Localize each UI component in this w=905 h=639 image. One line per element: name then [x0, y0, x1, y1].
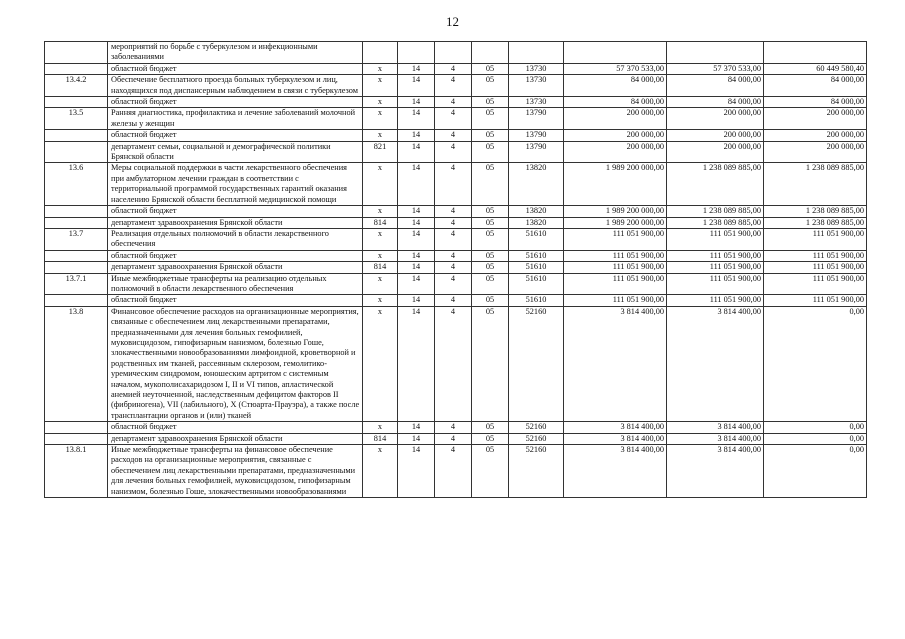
row-program: 14 [398, 97, 435, 108]
row-amount-year1: 3 814 400,00 [564, 445, 667, 498]
row-program: 14 [398, 433, 435, 444]
row-name: Обеспечение бесплатного проезда больных туберкулезом и лиц, находящихся под диспансерным наблюдением в связи с туберкулезом [108, 75, 363, 97]
row-amount-year3: 200 000,00 [764, 130, 867, 141]
row-amount-year3: 111 051 900,00 [764, 250, 867, 261]
row-amount-year1: 200 000,00 [564, 108, 667, 130]
row-amount-year1: 84 000,00 [564, 97, 667, 108]
row-chapter [363, 42, 398, 64]
row-amount-year3: 1 238 089 885,00 [764, 163, 867, 206]
row-name: Финансовое обеспечение расходов на организационные мероприятия, связанные с обеспечением лиц лекарственными препаратами, предназначенными для лечения больных гемофилией, муковисцидозом, гипофизарным нанизмом, болезнью Гоше, злокачественными новообразованиями лимфоидной, кроветворной и родственных им тканей, рассеянным склерозом, гемолитико-уремическим синдромом, юношеским артритом с системным началом, мукополисахаридозом I, II и VI типов, апластической анемией неуточненной, наследственным дефицитом факторов II (фибриногена), VII (лабильного), X (Стюарта-Прауэра), а также после трансплантации органов и (или) тканей [108, 306, 363, 421]
table-row [45, 228, 867, 250]
row-code [45, 206, 108, 217]
table-row [45, 108, 867, 130]
row-amount-year3: 84 000,00 [764, 75, 867, 97]
row-program: 14 [398, 130, 435, 141]
row-amount-year3: 111 051 900,00 [764, 262, 867, 273]
row-amount-year3: 200 000,00 [764, 141, 867, 163]
row-subprogram: 4 [435, 262, 472, 273]
row-amount-year1: 3 814 400,00 [564, 306, 667, 421]
row-amount-year2: 1 238 089 885,00 [667, 206, 764, 217]
row-direction: 13820 [509, 206, 564, 217]
row-direction: 51610 [509, 250, 564, 261]
row-direction: 13820 [509, 163, 564, 206]
row-chapter: x [363, 97, 398, 108]
row-chapter: x [363, 108, 398, 130]
table-row [45, 206, 867, 217]
row-subprogram: 4 [435, 108, 472, 130]
row-direction: 52160 [509, 306, 564, 421]
row-direction: 52160 [509, 433, 564, 444]
row-code [45, 295, 108, 306]
row-name: Иные межбюджетные трансферты на реализацию отдельных полномочий в области лекарственного обеспечения [108, 273, 363, 295]
row-program: 14 [398, 75, 435, 97]
row-direction: 51610 [509, 295, 564, 306]
row-code [45, 217, 108, 228]
row-amount-year1: 3 814 400,00 [564, 433, 667, 444]
row-subprogram: 4 [435, 130, 472, 141]
row-chapter: x [363, 445, 398, 498]
row-name: областной бюджет [108, 97, 363, 108]
row-amount-year2: 3 814 400,00 [667, 422, 764, 433]
row-program: 14 [398, 108, 435, 130]
row-name: департамент здравоохранения Брянской области [108, 217, 363, 228]
row-code: 13.7 [45, 228, 108, 250]
row-section: 05 [472, 262, 509, 273]
table-row [45, 141, 867, 163]
row-amount-year3 [764, 42, 867, 64]
row-chapter: 821 [363, 141, 398, 163]
row-subprogram: 4 [435, 445, 472, 498]
table-row [45, 75, 867, 97]
row-section [472, 42, 509, 64]
row-program: 14 [398, 63, 435, 74]
row-amount-year3: 1 238 089 885,00 [764, 206, 867, 217]
row-amount-year2: 111 051 900,00 [667, 250, 764, 261]
row-amount-year2: 200 000,00 [667, 141, 764, 163]
row-program: 14 [398, 273, 435, 295]
row-name: Меры социальной поддержки в части лекарственного обеспечения при амбулаторном лечении граждан в соответствии с территориальной программой государственных гарантий оказания населению Брянской области бесплатной медицинской помощи [108, 163, 363, 206]
row-code [45, 141, 108, 163]
row-code [45, 42, 108, 64]
row-amount-year1: 111 051 900,00 [564, 250, 667, 261]
row-section: 05 [472, 63, 509, 74]
row-subprogram: 4 [435, 217, 472, 228]
row-amount-year2: 111 051 900,00 [667, 228, 764, 250]
row-amount-year3: 0,00 [764, 433, 867, 444]
row-section: 05 [472, 295, 509, 306]
row-direction: 13820 [509, 217, 564, 228]
row-amount-year1: 200 000,00 [564, 130, 667, 141]
row-section: 05 [472, 206, 509, 217]
row-section: 05 [472, 422, 509, 433]
row-amount-year3: 200 000,00 [764, 108, 867, 130]
row-section: 05 [472, 273, 509, 295]
row-code: 13.8 [45, 306, 108, 421]
row-chapter: x [363, 273, 398, 295]
row-name: Иные межбюджетные трансферты на финансовое обеспечение расходов на организационные мероприятия, связанные с обеспечением лиц лекарственными препаратами, предназначенными для лечения больных гемофилией, муковисцидозом, гипофизарным нанизмом, болезнью Гоше, злокачественными новообразованиями [108, 445, 363, 498]
row-subprogram: 4 [435, 75, 472, 97]
row-direction: 13730 [509, 97, 564, 108]
row-amount-year1: 84 000,00 [564, 75, 667, 97]
row-program: 14 [398, 445, 435, 498]
row-program: 14 [398, 206, 435, 217]
row-program: 14 [398, 295, 435, 306]
row-chapter: 814 [363, 262, 398, 273]
row-amount-year1: 111 051 900,00 [564, 295, 667, 306]
row-code [45, 130, 108, 141]
row-section: 05 [472, 306, 509, 421]
row-amount-year2: 111 051 900,00 [667, 273, 764, 295]
row-amount-year1: 57 370 533,00 [564, 63, 667, 74]
table-row [45, 273, 867, 295]
row-chapter: x [363, 75, 398, 97]
row-name: департамент здравоохранения Брянской области [108, 262, 363, 273]
row-subprogram: 4 [435, 163, 472, 206]
row-amount-year2: 1 238 089 885,00 [667, 217, 764, 228]
table-row [45, 295, 867, 306]
row-name: Реализация отдельных полномочий в области лекарственного обеспечения [108, 228, 363, 250]
row-name: областной бюджет [108, 206, 363, 217]
row-section: 05 [472, 108, 509, 130]
row-amount-year3: 60 449 580,40 [764, 63, 867, 74]
row-chapter: x [363, 163, 398, 206]
row-amount-year2: 200 000,00 [667, 108, 764, 130]
row-amount-year1: 111 051 900,00 [564, 228, 667, 250]
row-code [45, 250, 108, 261]
row-amount-year2: 1 238 089 885,00 [667, 163, 764, 206]
row-amount-year2: 84 000,00 [667, 75, 764, 97]
row-chapter: x [363, 130, 398, 141]
row-name: областной бюджет [108, 250, 363, 261]
row-section: 05 [472, 130, 509, 141]
table-row [45, 306, 867, 421]
row-subprogram: 4 [435, 422, 472, 433]
row-program: 14 [398, 141, 435, 163]
row-subprogram: 4 [435, 250, 472, 261]
row-name: областной бюджет [108, 63, 363, 74]
table-row [45, 262, 867, 273]
row-code [45, 262, 108, 273]
row-direction: 51610 [509, 273, 564, 295]
row-section: 05 [472, 217, 509, 228]
row-name: областной бюджет [108, 130, 363, 141]
row-amount-year3: 1 238 089 885,00 [764, 217, 867, 228]
row-program: 14 [398, 228, 435, 250]
row-section: 05 [472, 75, 509, 97]
row-code [45, 63, 108, 74]
row-name: департамент здравоохранения Брянской области [108, 433, 363, 444]
row-code: 13.4.2 [45, 75, 108, 97]
row-name: департамент семьи, социальной и демографической политики Брянской области [108, 141, 363, 163]
row-amount-year3: 0,00 [764, 422, 867, 433]
row-code: 13.7.1 [45, 273, 108, 295]
row-amount-year2: 111 051 900,00 [667, 295, 764, 306]
row-code: 13.8.1 [45, 445, 108, 498]
row-program: 14 [398, 422, 435, 433]
row-amount-year2: 3 814 400,00 [667, 445, 764, 498]
row-amount-year1: 111 051 900,00 [564, 262, 667, 273]
table-row [45, 130, 867, 141]
row-direction: 13730 [509, 75, 564, 97]
row-direction: 51610 [509, 228, 564, 250]
budget-table [44, 41, 867, 498]
row-code [45, 97, 108, 108]
row-name: Ранняя диагностика, профилактика и лечение заболеваний молочной железы у женщин [108, 108, 363, 130]
row-amount-year3: 111 051 900,00 [764, 295, 867, 306]
row-amount-year3: 84 000,00 [764, 97, 867, 108]
row-program: 14 [398, 163, 435, 206]
row-subprogram: 4 [435, 206, 472, 217]
row-section: 05 [472, 163, 509, 206]
row-chapter: x [363, 63, 398, 74]
row-chapter: x [363, 422, 398, 433]
row-chapter: x [363, 306, 398, 421]
row-direction: 51610 [509, 262, 564, 273]
row-amount-year1: 3 814 400,00 [564, 422, 667, 433]
row-name: мероприятий по борьбе с туберкулезом и инфекционными заболеваниями [108, 42, 363, 64]
table-row [45, 250, 867, 261]
table-row [45, 422, 867, 433]
row-subprogram: 4 [435, 433, 472, 444]
row-amount-year1: 1 989 200 000,00 [564, 217, 667, 228]
row-amount-year1: 1 989 200 000,00 [564, 163, 667, 206]
row-code [45, 422, 108, 433]
row-code [45, 433, 108, 444]
row-section: 05 [472, 141, 509, 163]
row-section: 05 [472, 228, 509, 250]
table-row [45, 217, 867, 228]
row-amount-year3: 111 051 900,00 [764, 273, 867, 295]
row-section: 05 [472, 97, 509, 108]
row-program [398, 42, 435, 64]
row-code: 13.6 [45, 163, 108, 206]
row-subprogram: 4 [435, 228, 472, 250]
row-program: 14 [398, 217, 435, 228]
row-chapter: 814 [363, 217, 398, 228]
table-row [45, 42, 867, 64]
row-direction: 13790 [509, 108, 564, 130]
row-amount-year3: 0,00 [764, 445, 867, 498]
row-direction: 13730 [509, 63, 564, 74]
row-amount-year3: 111 051 900,00 [764, 228, 867, 250]
row-section: 05 [472, 445, 509, 498]
row-amount-year1: 111 051 900,00 [564, 273, 667, 295]
row-name: областной бюджет [108, 295, 363, 306]
table-row [45, 445, 867, 498]
row-direction [509, 42, 564, 64]
row-amount-year2: 3 814 400,00 [667, 306, 764, 421]
row-chapter: x [363, 228, 398, 250]
row-amount-year2: 3 814 400,00 [667, 433, 764, 444]
row-subprogram: 4 [435, 295, 472, 306]
row-section: 05 [472, 433, 509, 444]
row-chapter: x [363, 206, 398, 217]
row-section: 05 [472, 250, 509, 261]
row-amount-year1 [564, 42, 667, 64]
row-amount-year2: 200 000,00 [667, 130, 764, 141]
row-amount-year2: 84 000,00 [667, 97, 764, 108]
row-direction: 13790 [509, 141, 564, 163]
table-row [45, 97, 867, 108]
row-amount-year2: 57 370 533,00 [667, 63, 764, 74]
row-subprogram: 4 [435, 63, 472, 74]
row-subprogram: 4 [435, 306, 472, 421]
row-chapter: 814 [363, 433, 398, 444]
row-amount-year1: 200 000,00 [564, 141, 667, 163]
row-program: 14 [398, 250, 435, 261]
table-row [45, 63, 867, 74]
row-direction: 52160 [509, 445, 564, 498]
row-subprogram: 4 [435, 97, 472, 108]
row-code: 13.5 [45, 108, 108, 130]
row-name: областной бюджет [108, 422, 363, 433]
table-row [45, 163, 867, 206]
row-subprogram: 4 [435, 141, 472, 163]
row-chapter: x [363, 295, 398, 306]
row-program: 14 [398, 262, 435, 273]
page-number: 12 [446, 14, 459, 29]
row-amount-year3: 0,00 [764, 306, 867, 421]
row-direction: 13790 [509, 130, 564, 141]
row-amount-year2: 111 051 900,00 [667, 262, 764, 273]
row-amount-year1: 1 989 200 000,00 [564, 206, 667, 217]
row-amount-year2 [667, 42, 764, 64]
row-subprogram: 4 [435, 273, 472, 295]
row-chapter: x [363, 250, 398, 261]
row-subprogram [435, 42, 472, 64]
row-program: 14 [398, 306, 435, 421]
row-direction: 52160 [509, 422, 564, 433]
table-row [45, 433, 867, 444]
